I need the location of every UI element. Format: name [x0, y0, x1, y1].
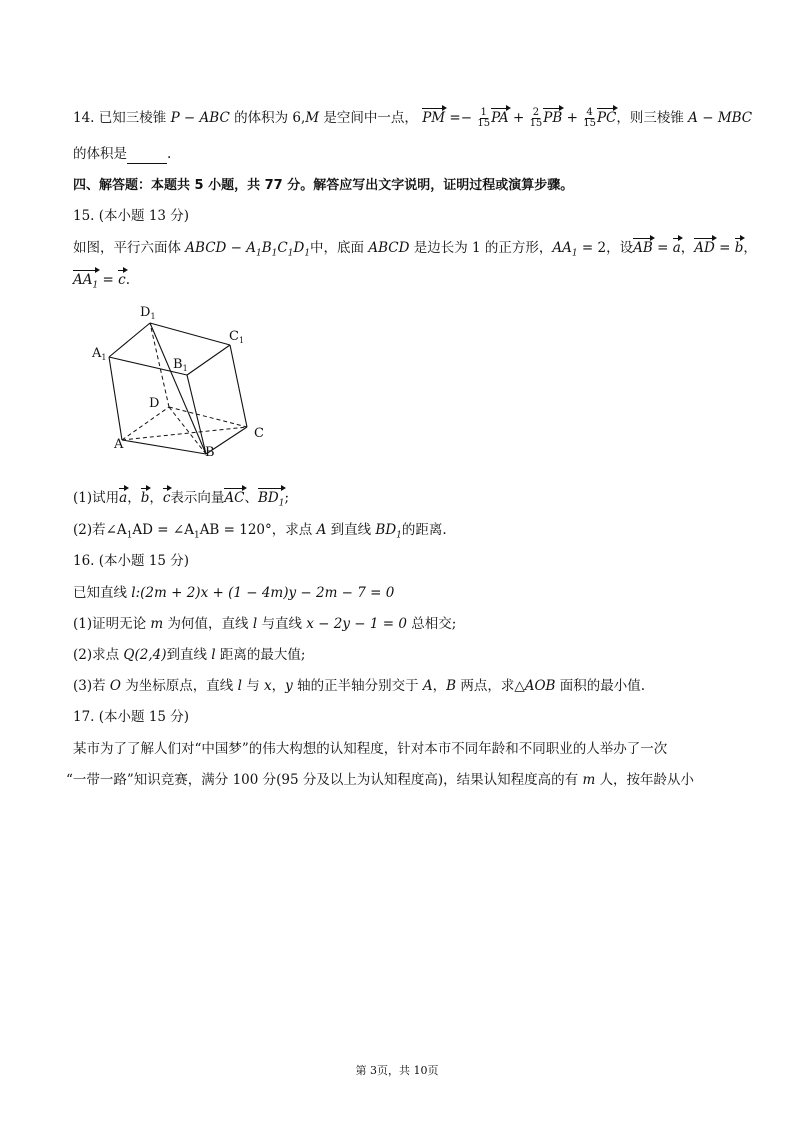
vector-pm: PM: [422, 110, 446, 126]
var-y: y: [285, 678, 293, 694]
separator: 、: [244, 490, 258, 506]
line-bd1: BD: [375, 522, 397, 538]
q15-solid-part: B: [261, 240, 272, 256]
q16-text: (3)若: [73, 678, 106, 694]
subscript: 1: [271, 248, 278, 259]
hidden-diagonal-ac: [122, 427, 247, 440]
q14-volume-text: 的体积为 6,: [234, 110, 306, 126]
q17-text: “一带一路”知识竞赛，满分 100 分(95 分及以上为认知程度高)，结果认知程度高的有: [66, 772, 579, 788]
label-b1: $B_1$: [173, 357, 188, 373]
point-a: A: [422, 678, 433, 694]
q14-line2-end: .: [167, 146, 172, 162]
q17-header: 17. (本小题 15 分): [73, 709, 190, 725]
q16-part2: [73, 645, 305, 665]
equals: =: [657, 240, 669, 256]
q15-part1: [73, 488, 289, 514]
subscript: 1: [278, 498, 285, 509]
edge-c1-c: [230, 345, 247, 427]
point-a: A: [316, 522, 327, 538]
hidden-edge-d-c: [169, 407, 247, 427]
vector-pb: PB: [543, 110, 563, 126]
q16-text: 已知直线: [73, 585, 127, 601]
var-x: x: [264, 678, 272, 694]
var-l: l: [252, 616, 258, 632]
label-a: A: [114, 437, 124, 452]
comma: ，: [271, 678, 286, 694]
q14-prefix: 14. 已知三棱锥: [73, 110, 167, 126]
triangle-aob: AOB: [524, 678, 556, 694]
q16-text: 面积的最小值.: [559, 678, 646, 694]
edge-a-b: [122, 440, 206, 454]
vector-a: a: [672, 240, 681, 256]
q15-line2: [73, 270, 130, 296]
q15-solid-part: D: [293, 240, 305, 256]
vector-ad: AD: [694, 240, 715, 256]
fraction-4-15: $\frac{4}{15}$: [583, 107, 596, 129]
q15-base: ABCD: [368, 240, 410, 256]
var-l: l: [237, 678, 242, 694]
fraction-2-15: $\frac{2}{15}$: [529, 107, 543, 129]
vector-bd1: [258, 488, 284, 514]
q15-p2-text: (2)若∠A: [73, 522, 127, 538]
q14-pyramid-pabc: P − ABC: [170, 110, 230, 126]
q14-suffix: ，则三棱锥: [616, 110, 684, 126]
q16-part3: [73, 676, 645, 696]
q16-text: 与直线: [261, 616, 302, 632]
label-b: B: [205, 445, 215, 460]
q15-solid: [185, 240, 311, 259]
q14-line2: [73, 144, 171, 164]
label-d: D: [149, 396, 160, 411]
q16-text: 与: [246, 678, 260, 694]
q16-line-equation: l:(2m + 2)x + (1 − 4m)y − 2m − 7 = 0: [131, 585, 395, 601]
hidden-edge-d-d1: [150, 323, 169, 407]
subscript: 1: [304, 248, 311, 259]
q16-text: 总相交;: [411, 616, 457, 632]
q15-text: 如图，平行六面体: [73, 240, 181, 256]
point-q: Q(2,4): [123, 647, 167, 663]
q14-line1: [73, 108, 752, 129]
var-o: O: [109, 678, 121, 694]
q16-text: (2)求点: [73, 647, 120, 663]
q17-line2: [66, 770, 694, 790]
var-l: l: [211, 647, 216, 663]
plus-sign: +: [512, 110, 525, 126]
subscript: 1: [126, 530, 133, 541]
q16-header: 16. (本小题 15 分): [73, 553, 190, 569]
plus-sign: +: [566, 110, 578, 126]
vector-a: a: [119, 490, 128, 506]
period: .: [125, 272, 130, 288]
var-m: m: [150, 616, 164, 632]
page-footer: 第 3页，共 10页: [355, 1064, 439, 1077]
q15-text: = 2，设: [581, 240, 634, 256]
subscript: 1: [396, 530, 402, 541]
semicolon: ;: [284, 490, 290, 506]
parallelepiped-figure: [84, 300, 284, 470]
vector-aa1: [73, 270, 98, 296]
q15-solid-part: ABCD − A: [185, 240, 257, 256]
q14-line2-text: 的体积是: [73, 146, 127, 162]
q15-solid-part: C: [277, 240, 288, 256]
label-c: C: [254, 426, 264, 441]
edge-d1-c1: [150, 323, 230, 345]
q15-p2-text: AB = 120°，求点: [199, 522, 313, 538]
vector-c: c: [118, 272, 126, 288]
q15-p1-text: (1)试用: [73, 490, 120, 506]
comma: ，: [432, 678, 447, 694]
q15-p2-text: AD = ∠A: [132, 522, 194, 538]
vector-pc: PC: [596, 110, 617, 126]
q16-text: 两点，求△: [460, 678, 525, 694]
label-c1: $C_1$: [229, 329, 245, 345]
subscript: 1: [92, 280, 99, 291]
comma: ，: [149, 490, 163, 506]
label-d1: $D_1$: [140, 305, 156, 321]
comma: ，: [743, 240, 757, 256]
vector-b: b: [140, 490, 150, 506]
q14-equals: =−: [449, 110, 473, 126]
q16-text: 到直线: [166, 647, 207, 663]
q16-second-line: x − 2y − 1 = 0: [306, 616, 407, 632]
q15-text: 中，底面: [310, 240, 365, 256]
q16-text: 距离的最大值;: [219, 647, 306, 663]
edge-a1-a: [109, 357, 122, 440]
q14-pyramid-ambc: A − MBC: [688, 110, 753, 126]
hidden-edge-a-d: [122, 407, 169, 440]
q14-point-m: M: [305, 110, 320, 126]
q17-line1: 某市为了了解人们对“中国梦”的伟大构想的认知程度，针对本市不同年龄和不同职业的人举办了一次: [73, 741, 668, 757]
q15-part2: [73, 520, 447, 546]
subscript: 1: [256, 248, 262, 259]
comma: ，: [680, 240, 695, 256]
equals: =: [102, 272, 114, 288]
vector-ac: AC: [224, 490, 245, 506]
q15-header: 15. (本小题 13 分): [73, 208, 190, 224]
q16-text: 为何值，直线: [167, 616, 249, 632]
q15-edge: AA: [552, 240, 572, 256]
q16-text: 轴的正半轴分别交于: [297, 678, 419, 694]
answer-blank: [127, 149, 167, 164]
edge-c1-b1: [187, 345, 230, 375]
vector-ab: AB: [633, 240, 653, 256]
q16-part1: [73, 614, 456, 634]
q15-p2-text: 到直线: [330, 522, 372, 538]
var-m: m: [582, 772, 596, 788]
q16-text: 为坐标原点，直线: [125, 678, 234, 694]
q15-p2-text: 的距离.: [401, 522, 447, 538]
q17-text: 人，按年龄从小: [599, 772, 695, 788]
point-b: B: [446, 678, 457, 694]
edge-a1-d1: [109, 323, 150, 357]
q15-text: 是边长为 1 的正方形，: [413, 240, 553, 256]
q15-line1: [73, 238, 757, 264]
q15-p1-text: 表示向量: [170, 490, 225, 506]
vector-b: b: [734, 240, 744, 256]
section-4-heading: 四、解答题：本题共 5 小题，共 77 分。解答应写出文字说明，证明过程或演算步骤。: [73, 178, 574, 193]
vector-bd1-text: BD: [258, 490, 279, 506]
fraction-1-15: $\frac{1}{15}$: [477, 107, 491, 129]
vector-c: c: [162, 490, 171, 506]
subscript: 1: [287, 248, 294, 259]
q14-text: 是空间中一点，: [323, 110, 418, 126]
q16-given: [73, 583, 394, 603]
label-a1: $A_1$: [92, 346, 107, 362]
vector-pa: PA: [491, 110, 509, 126]
subscript: 1: [571, 248, 578, 259]
q16-text: (1)证明无论: [73, 616, 147, 632]
equals: =: [719, 240, 731, 256]
subscript: 1: [193, 530, 200, 541]
vector-aa1-text: AA: [73, 272, 93, 288]
comma: ，: [127, 490, 141, 506]
